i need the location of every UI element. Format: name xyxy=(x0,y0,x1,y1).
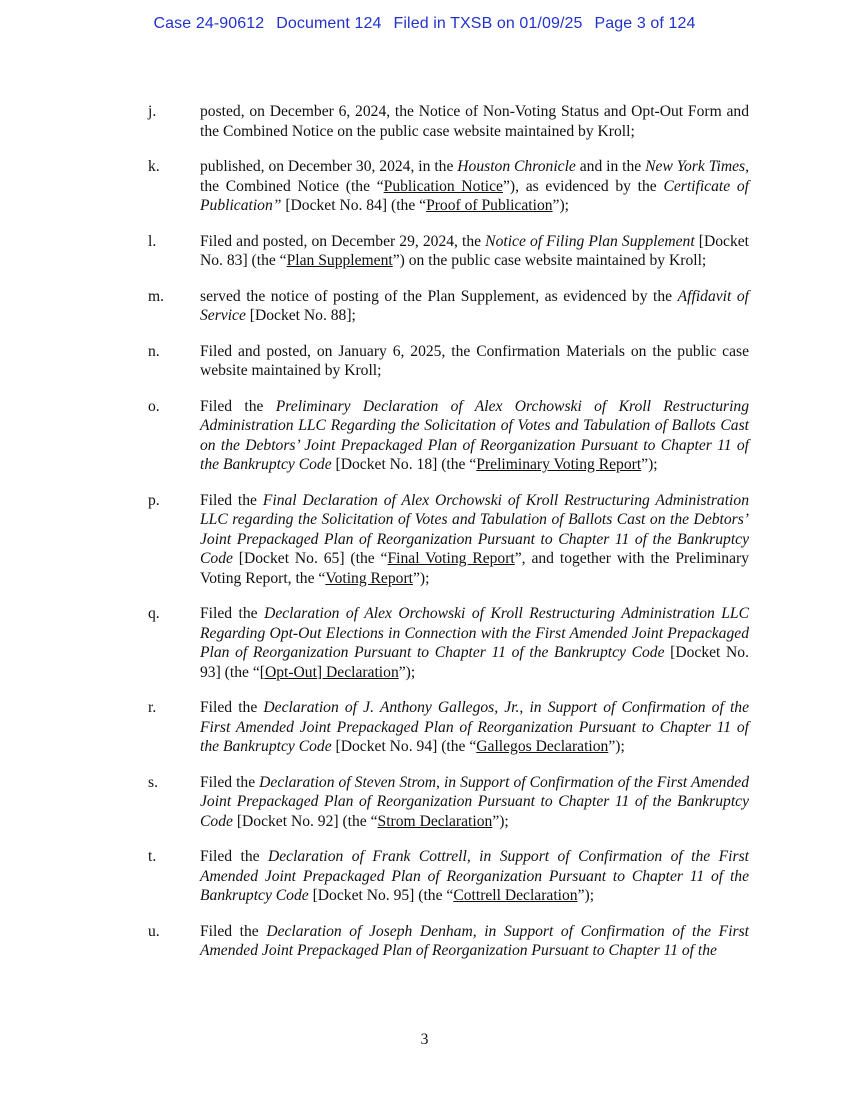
text-run: Filed the xyxy=(200,848,268,865)
list-item-text xyxy=(200,491,749,589)
defined-term: Plan Supplement xyxy=(286,252,393,269)
italic-citation: Declaration of Alex Orchowski of Kroll Restructuring Administration LLC Regarding Opt-Out Elections in Connection with the First Amended Joint Prepackaged Plan of Reorganization Pursuant to Chapter 11 of the Bankruptcy Code xyxy=(200,605,750,661)
text-run: ”); xyxy=(641,456,658,473)
list-item-label: k. xyxy=(148,158,160,175)
defined-term: Preliminary Voting Report xyxy=(476,456,642,473)
text-run: ”, and together with the Preliminary Voting Report, the “ xyxy=(200,550,749,587)
list-item-text xyxy=(200,232,749,271)
defined-term: Publication Notice xyxy=(383,177,503,195)
italic-citation: Declaration of Steven Strom, in Support of Confirmation of the First Amended Joint Prepackaged Plan of Reorganization Pursuant to Chapter 11 of the Bankruptcy Code xyxy=(200,773,749,830)
list-item-label: m. xyxy=(148,287,165,305)
text-run: [Docket No. 94] (the “ xyxy=(331,738,477,755)
text-run: and in the xyxy=(575,158,646,175)
list-item xyxy=(148,342,749,381)
list-item xyxy=(148,287,749,326)
list-item-text xyxy=(200,922,749,961)
text-run: ”) on the public case website maintained by Kroll; xyxy=(392,252,707,269)
list-item-text xyxy=(200,157,749,216)
defined-term: Voting Report xyxy=(325,569,413,587)
text-run: Filed the xyxy=(200,773,260,791)
list-item xyxy=(148,698,749,757)
italic-citation: Houston Chronicle xyxy=(457,158,576,175)
text-run: served the notice of posting of the Plan Supplement, as evidenced by the xyxy=(200,287,678,305)
text-run: , the Combined Notice (the “ xyxy=(200,158,749,195)
text-run: [Docket No. 95] (the “ xyxy=(308,887,454,904)
text-run: [Docket No. 83] (the “ xyxy=(200,232,749,269)
italic-citation: Preliminary Declaration of Alex Orchowski of Kroll Restructuring Administration LLC Regarding the Solicitation of Votes and Tabulation of Ballots Cast on the Debtors’ Joint Prepackaged Plan of Reorganization Pursuant to Chapter 11 of the Bankruptcy Code xyxy=(200,397,750,473)
text-run: posted, on December 6, 2024, the Notice of Non-Voting Status and Opt-Out Form and the Combined Notice on the public case website maintained by Kroll; xyxy=(200,103,749,140)
italic-citation: Affidavit of Service xyxy=(200,287,750,324)
text-run: ”); xyxy=(412,569,430,587)
list-item-text xyxy=(200,342,749,381)
text-run: [Docket No. 92] (the “ xyxy=(232,812,378,830)
list-item-label: u. xyxy=(148,922,160,940)
text-run: Filed the xyxy=(200,605,265,622)
text-run: ”); xyxy=(398,663,416,681)
italic-citation: Notice of Filing Plan Supplement xyxy=(485,232,695,250)
list-item xyxy=(148,157,749,216)
court-filing-header xyxy=(0,15,849,33)
filed-date: Filed in TXSB on 01/09/25 xyxy=(393,15,583,32)
text-run: ”), as evidenced by the xyxy=(502,177,664,195)
italic-citation: Declaration of Joseph Denham, in Support of Confirmation of the First Amended Joint Prepackaged Plan of Reorganization Pursuant to Chapter 11 of the xyxy=(200,922,750,959)
enumerated-list xyxy=(148,102,749,961)
document-number: Document 124 xyxy=(276,15,382,32)
list-item-label: o. xyxy=(148,397,160,415)
list-item xyxy=(148,922,749,961)
text-run: Filed the xyxy=(200,922,267,940)
text-run: published, on December 30, 2024, in the xyxy=(200,158,458,175)
text-run: ”); xyxy=(577,887,595,904)
italic-citation: Final Declaration of Alex Orchowski of Kroll Restructuring Administration LLC regarding the Solicitation of Votes and Tabulation of Ballots Cast on the Debtors’ Joint Prepackaged Plan of Reorganization Pursuant to Chapter 11 of the Bankruptcy Code xyxy=(200,491,749,567)
list-item-label: n. xyxy=(148,342,160,360)
italic-citation: Declaration of J. Anthony Gallegos, Jr., in Support of Confirmation of the First Amended Joint Prepackaged Plan of Reorganization Pursuant to Chapter 11 of the Bankruptcy Code xyxy=(200,699,749,755)
list-item-label: r. xyxy=(148,699,157,716)
list-item-label: p. xyxy=(148,491,160,509)
list-item-label: q. xyxy=(148,605,160,622)
list-item xyxy=(148,232,749,271)
italic-citation: New York Times xyxy=(645,158,746,175)
page-indicator: Page 3 of 124 xyxy=(594,15,696,32)
defined-term: Cottrell Declaration xyxy=(453,887,578,904)
text-run: ”); xyxy=(608,738,625,755)
text-run: Filed and posted, on January 6, 2025, the Confirmation Materials on the public case website maintained by Kroll; xyxy=(200,342,749,379)
list-item-label: t. xyxy=(148,848,157,865)
list-item xyxy=(148,773,749,832)
text-run: [Docket No. 65] (the “ xyxy=(232,550,388,567)
text-run: [Docket No. 18] (the “ xyxy=(331,456,477,473)
italic-citation: Declaration of Frank Cottrell, in Support of Confirmation of the First Amended Joint Prepackaged Plan of Reorganization Pursuant to Chapter 11 of the Bankruptcy Code xyxy=(200,848,749,904)
text-run: Filed the xyxy=(200,699,264,716)
list-item-text xyxy=(200,397,749,475)
list-item-label: j. xyxy=(148,103,157,120)
text-run: ”); xyxy=(552,197,569,214)
text-run: Filed and posted, on December 29, 2024, the xyxy=(200,232,486,250)
list-item xyxy=(148,491,749,589)
list-item xyxy=(148,102,749,141)
list-item-text xyxy=(200,604,749,682)
list-item-text xyxy=(200,773,749,832)
list-item-text xyxy=(200,847,749,906)
text-run: Filed the xyxy=(200,397,276,415)
italic-citation: Certificate of Publication” xyxy=(200,177,749,214)
defined-term: Final Voting Report xyxy=(387,550,515,567)
defined-term: Proof of Publication xyxy=(426,197,553,214)
text-run: Filed the xyxy=(200,491,263,509)
page-number: 3 xyxy=(420,1031,429,1048)
list-item-text xyxy=(200,102,749,141)
defined-term: Strom Declaration xyxy=(377,812,493,830)
defined-term: Gallegos Declaration xyxy=(476,738,609,755)
list-item-text xyxy=(200,287,749,326)
defined-term: [Opt-Out] Declaration xyxy=(259,663,399,681)
list-item xyxy=(148,604,749,682)
list-item xyxy=(148,847,749,906)
text-run: [Docket No. 88]; xyxy=(245,307,356,324)
list-item-text xyxy=(200,698,749,757)
text-run: [Docket No. 84] (the “ xyxy=(281,197,427,214)
case-number: Case 24-90612 xyxy=(153,15,265,32)
list-item-label: s. xyxy=(148,773,158,791)
list-item-label: l. xyxy=(148,232,157,250)
text-run: [Docket No. 93] (the “ xyxy=(200,644,749,681)
list-item xyxy=(148,397,749,475)
text-run: ”); xyxy=(492,812,509,830)
